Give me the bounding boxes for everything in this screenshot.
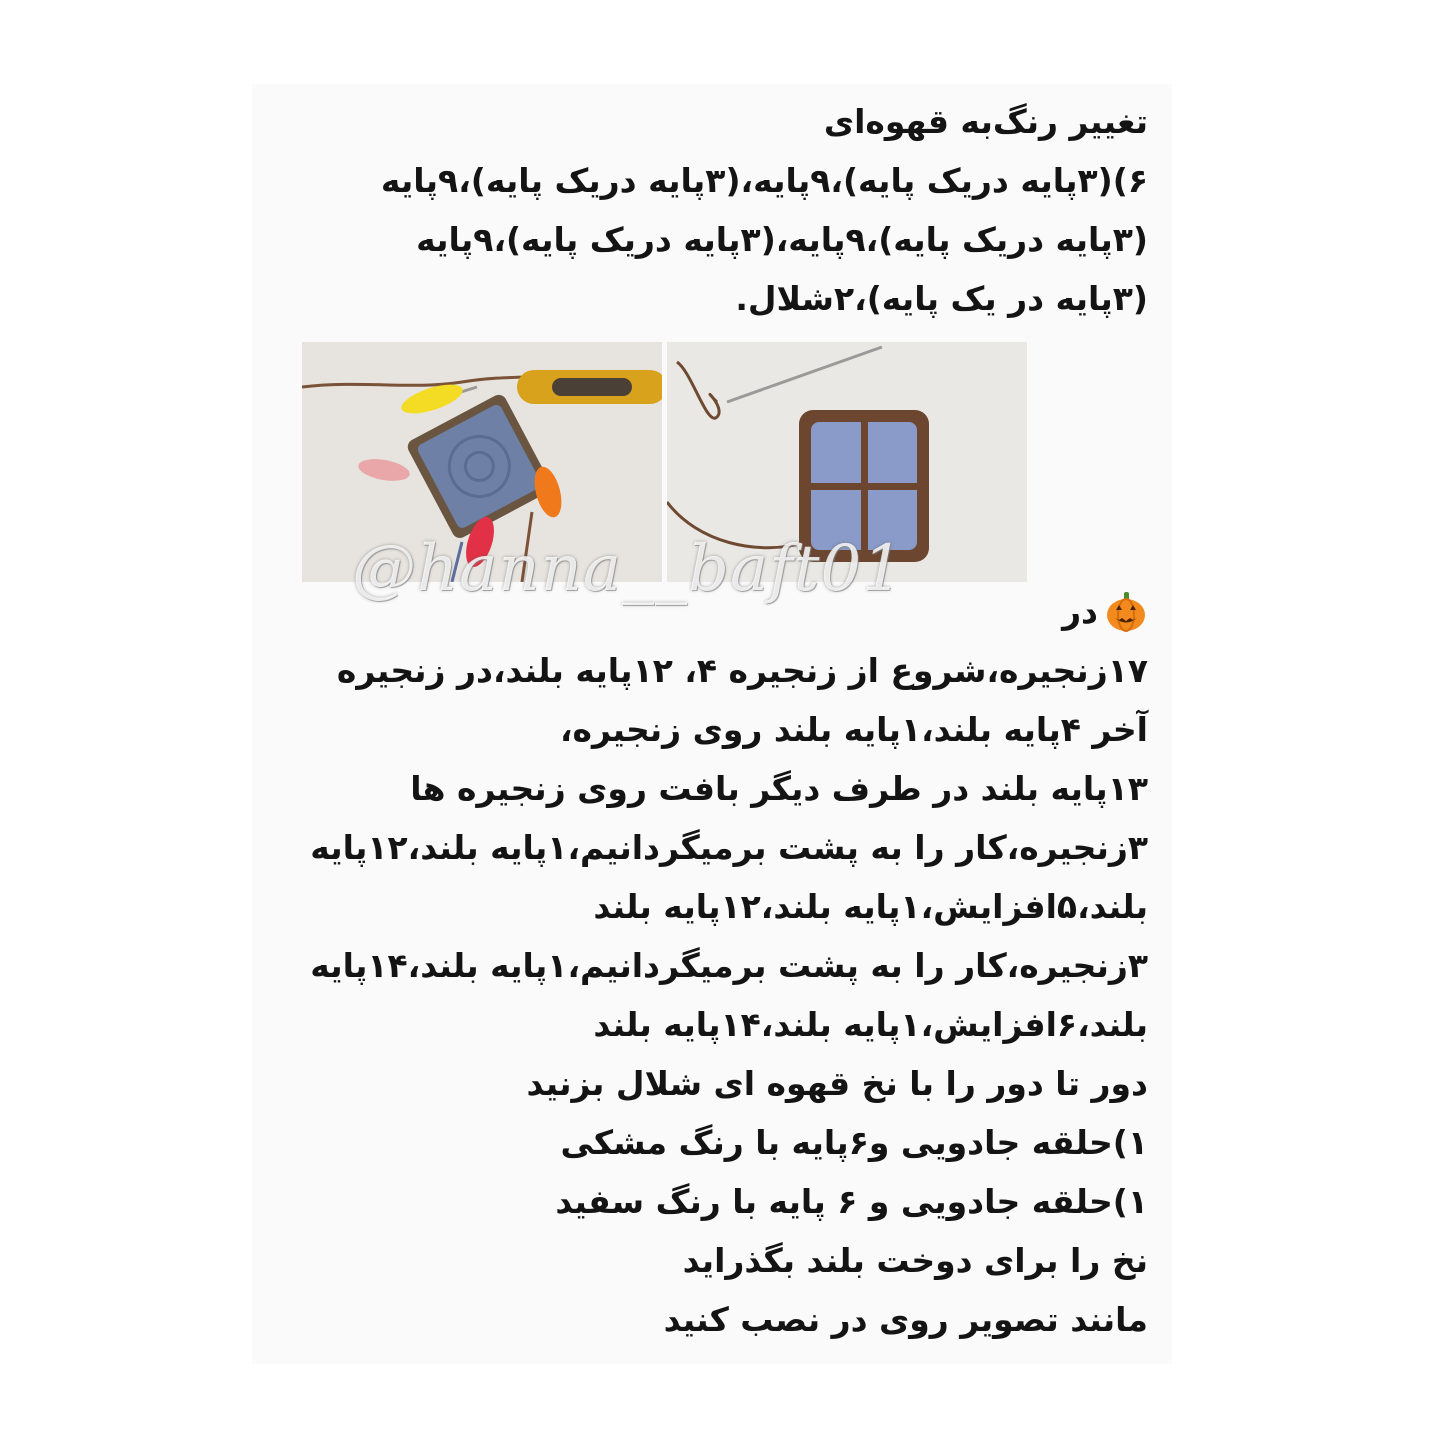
text-line: بلند،۵افزایش،۱پایه بلند،۱۲پایه بلند	[593, 887, 1148, 926]
text-line: ۱)حلقه جادویی و۶پایه با رنگ مشکی	[560, 1123, 1148, 1162]
text-line: ۱۳پایه بلند در طرف دیگر بافت روی زنجیره ها	[410, 769, 1148, 808]
text-line: ۶)(۳پایه دریک پایه)،۹پایه،(۳پایه دریک پایه)،۹پایه	[380, 161, 1148, 200]
text-line: ۳زنجیره،کار را به پشت برمیگردانیم،۱پایه بلند،۱۲پایه	[310, 828, 1148, 867]
text-line: نخ را برای دوخت بلند بگذراید	[682, 1241, 1148, 1280]
door-title: در	[1062, 592, 1098, 631]
text-line: دور تا دور را با نخ قهوه ای شلال بزنید	[526, 1064, 1148, 1103]
door-section	[310, 582, 1148, 1349]
text-line: ۳زنجیره،کار را به پشت برمیگردانیم،۱پایه بلند،۱۴پایه	[310, 946, 1148, 985]
text-line: (۳پایه در یک پایه)،۲شلال.	[735, 279, 1148, 318]
text-line: ۱)حلقه جادویی و ۶ پایه با رنگ سفید	[555, 1182, 1148, 1221]
text-line: آخر ۴پایه بلند،۱پایه بلند روی زنجیره،	[559, 710, 1148, 749]
door-title-row	[310, 582, 1148, 641]
text-line: ۱۷زنجیره،شروع از زنجیره ۴، ۱۲پایه بلند،در زنجیره	[336, 651, 1148, 690]
text-line: تغییر رنگ‌به قهوه‌ای	[823, 102, 1148, 141]
text-line: مانند تصویر روی در نصب کنید	[663, 1300, 1148, 1339]
jack-o-lantern-pumpkin-icon	[1104, 590, 1148, 634]
watermark-text: @hanna__baft01	[352, 532, 904, 606]
pattern-steps-top	[381, 92, 1148, 328]
text-line: بلند،۶افزایش،۱پایه بلند،۱۴پایه بلند	[593, 1005, 1148, 1044]
text-line: (۳پایه دریک پایه)،۹پایه،(۳پایه دریک پایه)،۹پایه	[416, 220, 1148, 259]
